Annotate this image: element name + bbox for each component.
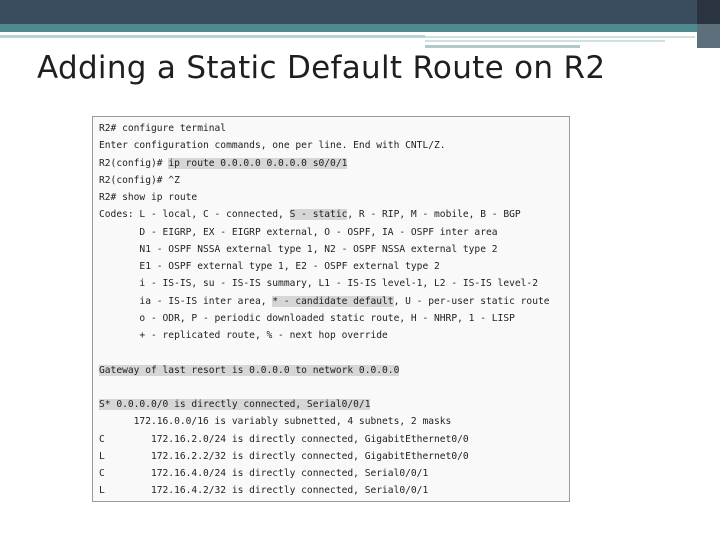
- terminal-text: ia - IS-IS inter area,: [99, 295, 273, 307]
- terminal-line: [99, 449, 469, 464]
- decorative-rule: [425, 36, 695, 38]
- terminal-text: D - EIGRP, EX - EIGRP external, O - OSPF, IA - OSPF inter area: [99, 226, 498, 238]
- terminal-line: [99, 311, 515, 326]
- terminal-line: [99, 259, 440, 274]
- terminal-text: R2# show ip route: [99, 192, 198, 203]
- terminal-text: o - ODR, P - periodic downloaded static route, H - NHRP, 1 - LISP: [99, 312, 515, 324]
- terminal-text: R2# configure terminal: [99, 123, 227, 134]
- terminal-text: , U - per-user static route: [393, 295, 550, 307]
- terminal-line: [99, 363, 399, 378]
- terminal-line: [99, 432, 469, 447]
- terminal-text: + - replicated route, % - next hop override: [99, 330, 388, 341]
- terminal-line: [99, 190, 197, 205]
- highlighted-text: Gateway of last resort is 0.0.0.0 to network 0.0.0.0: [99, 364, 400, 376]
- slide-title: Adding a Static Default Route on R2: [37, 50, 606, 86]
- terminal-text: Codes: L - local, C - connected,: [99, 209, 290, 221]
- terminal-text: C 172.16.2.0/24 is directly connected, GigabitEthernet0/0: [99, 433, 469, 445]
- terminal-line: [99, 328, 388, 343]
- terminal-line: [99, 138, 446, 153]
- terminal-output: [92, 116, 570, 502]
- terminal-text: N1 - OSPF NSSA external type 1, N2 - OSPF NSSA external type 2: [99, 243, 498, 255]
- terminal-line: [99, 225, 498, 240]
- terminal-text: L 172.16.4.2/32 is directly connected, Serial0/0/1: [99, 485, 429, 497]
- terminal-line: [99, 414, 451, 429]
- highlighted-text: * - candidate default: [272, 295, 394, 307]
- decorative-rule: [425, 45, 580, 48]
- terminal-text: 172.16.0.0/16 is variably subnetted, 4 subnets, 2 masks: [99, 416, 452, 428]
- terminal-line: [99, 242, 498, 257]
- terminal-line: [99, 173, 180, 188]
- terminal-line: [99, 156, 347, 171]
- terminal-line: [99, 207, 521, 222]
- terminal-line: [99, 276, 538, 291]
- highlighted-text: ip route 0.0.0.0 0.0.0.0 s0/0/1: [168, 157, 348, 169]
- header-accent-band: [0, 24, 720, 32]
- terminal-text: R2(config)#: [99, 157, 169, 169]
- terminal-text: Enter configuration commands, one per line. End with CNTL/Z.: [99, 140, 446, 152]
- terminal-text: L 172.16.2.2/32 is directly connected, GigabitEthernet0/0: [99, 450, 469, 462]
- header-band-corner: [697, 0, 720, 24]
- highlighted-text: S* 0.0.0.0/0 is directly connected, Serial0/0/1: [99, 399, 371, 410]
- terminal-text: R2(config)# ^Z: [99, 174, 180, 186]
- terminal-text: , R - RIP, M - mobile, B - BGP: [347, 209, 521, 221]
- terminal-line: [99, 397, 370, 412]
- decorative-rule: [0, 35, 425, 38]
- terminal-text: E1 - OSPF external type 1, E2 - OSPF external type 2: [99, 261, 440, 272]
- decorative-rule: [425, 40, 665, 42]
- terminal-line: [99, 121, 226, 136]
- header-band: [0, 0, 720, 24]
- terminal-line: [99, 466, 428, 481]
- highlighted-text: S - static: [289, 209, 348, 221]
- terminal-text: C 172.16.4.0/24 is directly connected, Serial0/0/1: [99, 468, 429, 479]
- terminal-line: [99, 483, 428, 498]
- header-accent-corner: [697, 24, 720, 48]
- terminal-text: i - IS-IS, su - IS-IS summary, L1 - IS-IS level-1, L2 - IS-IS level-2: [99, 278, 538, 290]
- terminal-line: [99, 294, 550, 309]
